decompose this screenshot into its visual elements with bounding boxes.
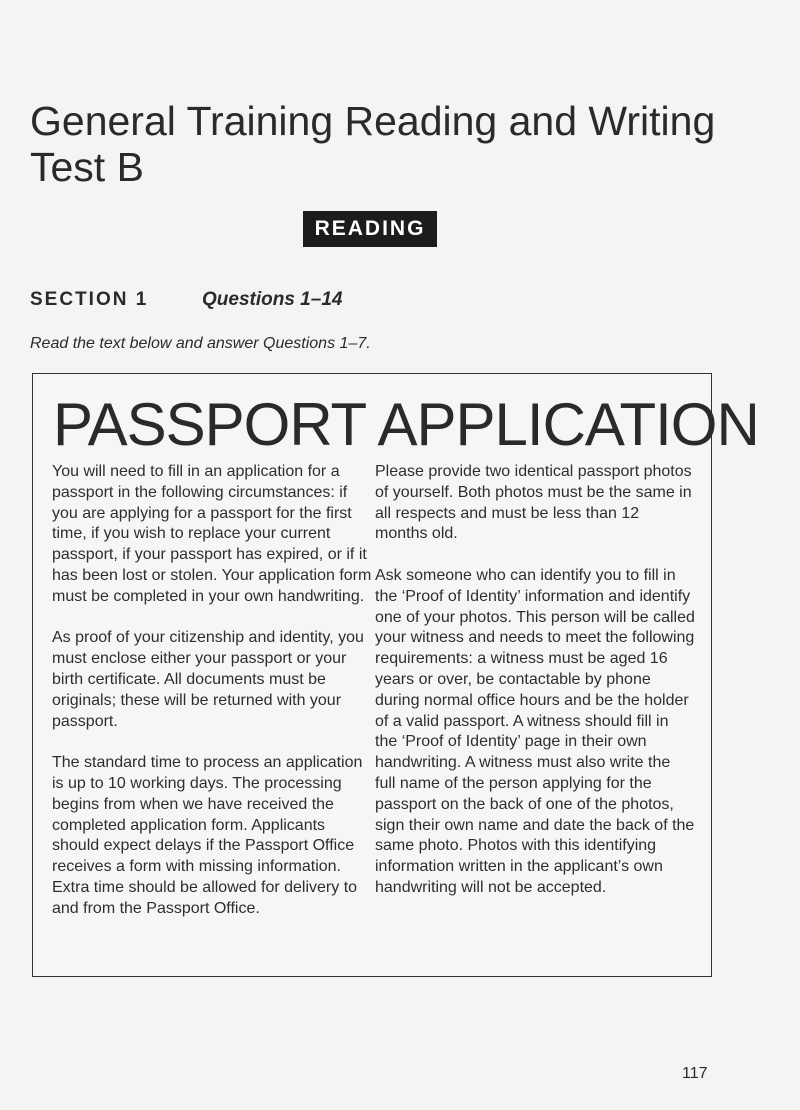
- instruction-text: Read the text below and answer Questions 1–7.: [30, 335, 371, 352]
- passage-paragraph: Please provide two identical passport photos of yourself. Both photos must be the same in all respects and must be less than 12 months old.: [375, 463, 692, 543]
- passage-paragraph: Ask someone who can identify you to fill in the ‘Proof of Identity’ information and identify one of your photos. This person will be called your witness and needs to meet the following requirements: a witness must be aged 16 years or over, be contactable by phone during normal office hours and be the holder of a valid passport. A witness should fill in the ‘Proof of Identity’ page in their own handwriting. A witness must also write the full name of the person applying for the passport on the back of one of the photos, sign their own name and date the back of the same photo. Photos with this identifying information written in the applicant’s own handwriting will not be accepted.: [375, 566, 695, 896]
- passage-right-column: [375, 462, 695, 920]
- passage-left-column: [52, 462, 372, 940]
- section-label: SECTION 1: [30, 289, 149, 310]
- reading-badge: READING: [303, 211, 437, 247]
- section-questions: Questions 1–14: [202, 289, 343, 310]
- page-number: 117: [682, 1065, 708, 1082]
- passage-box: [32, 373, 759, 977]
- passage-paragraph: You will need to fill in an application for a passport in the following circumstances: if you are applying for a passport for the first time, if you wish to replace your current passport, if your passport has expired, or if it has been lost or stolen. Your application form must be completed in your own handwriting.: [52, 463, 372, 605]
- passage-paragraph: The standard time to process an application is up to 10 working days. The processing begins from when we have received the completed application form. Applicants should expect delays if the Passport Office receives a form with missing information. Extra time should be allowed for delivery to and from the Passport Office.: [52, 754, 363, 917]
- passage-paragraph: As proof of your citizenship and identity, you must enclose either your passport or your birth certificate. All documents must be originals; these will be returned with your passport.: [52, 629, 364, 730]
- section-header: [30, 288, 342, 312]
- passage-title: PASSPORT APPLICATION: [53, 391, 759, 458]
- page-title: General Training Reading and Writing Test B: [30, 98, 716, 190]
